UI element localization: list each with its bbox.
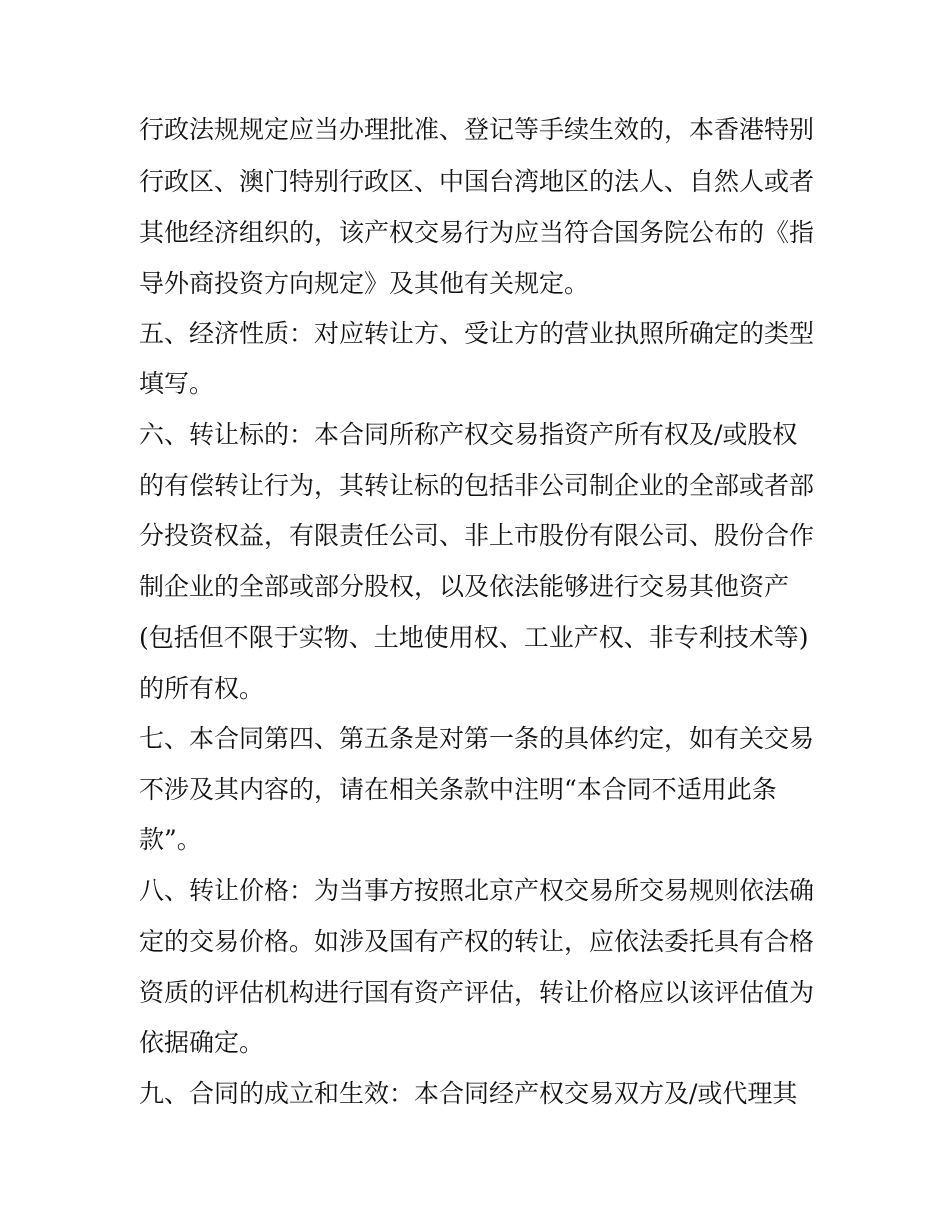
text-line: 不涉及其内容的，请在相关条款中注明“本合同不适用此条: [139, 775, 777, 804]
text-line: 九、合同的成立和生效：本合同经产权交易双方及/或代理其: [139, 1079, 798, 1108]
text-line: 填写。: [139, 369, 215, 398]
text-line: (包括但不限于实物、土地使用权、工业产权、非专利技术等): [139, 623, 809, 652]
text-line: 分投资权益，有限责任公司、非上市股份有限公司、股份合作: [139, 521, 815, 550]
text-line: 款”。: [139, 825, 202, 854]
text-line: 资质的评估机构进行国有资产评估，转让价格应以该评估值为: [139, 978, 815, 1007]
text-line: 五、经济性质：对应转让方、受让方的营业执照所确定的类型: [139, 319, 815, 348]
text-line: 制企业的全部或部分股权，以及依法能够进行交易其他资产: [139, 572, 790, 601]
text-line: 七、本合同第四、第五条是对第一条的具体约定，如有关交易: [139, 724, 815, 753]
text-line: 的有偿转让行为，其转让标的包括非公司制企业的全部或者部: [139, 471, 815, 500]
text-line: 依据确定。: [139, 1028, 265, 1057]
text-line: 定的交易价格。如涉及国有产权的转让，应依法委托具有合格: [139, 927, 815, 956]
text-line: 八、转让价格：为当事方按照北京产权交易所交易规则依法确: [139, 876, 815, 905]
text-line: 六、转让标的：本合同所称产权交易指资产所有权及/或股权: [139, 420, 798, 449]
text-line: 行政法规规定应当办理批准、登记等手续生效的，本香港特别: [139, 115, 815, 144]
text-line: 的所有权。: [139, 674, 265, 703]
text-line: 导外商投资方向规定》及其他有关规定。: [139, 269, 590, 298]
text-line: 行政区、澳门特别行政区、中国台湾地区的法人、自然人或者: [139, 167, 815, 196]
text-line: 其他经济组织的，该产权交易行为应当符合国务院公布的《指: [139, 218, 815, 247]
